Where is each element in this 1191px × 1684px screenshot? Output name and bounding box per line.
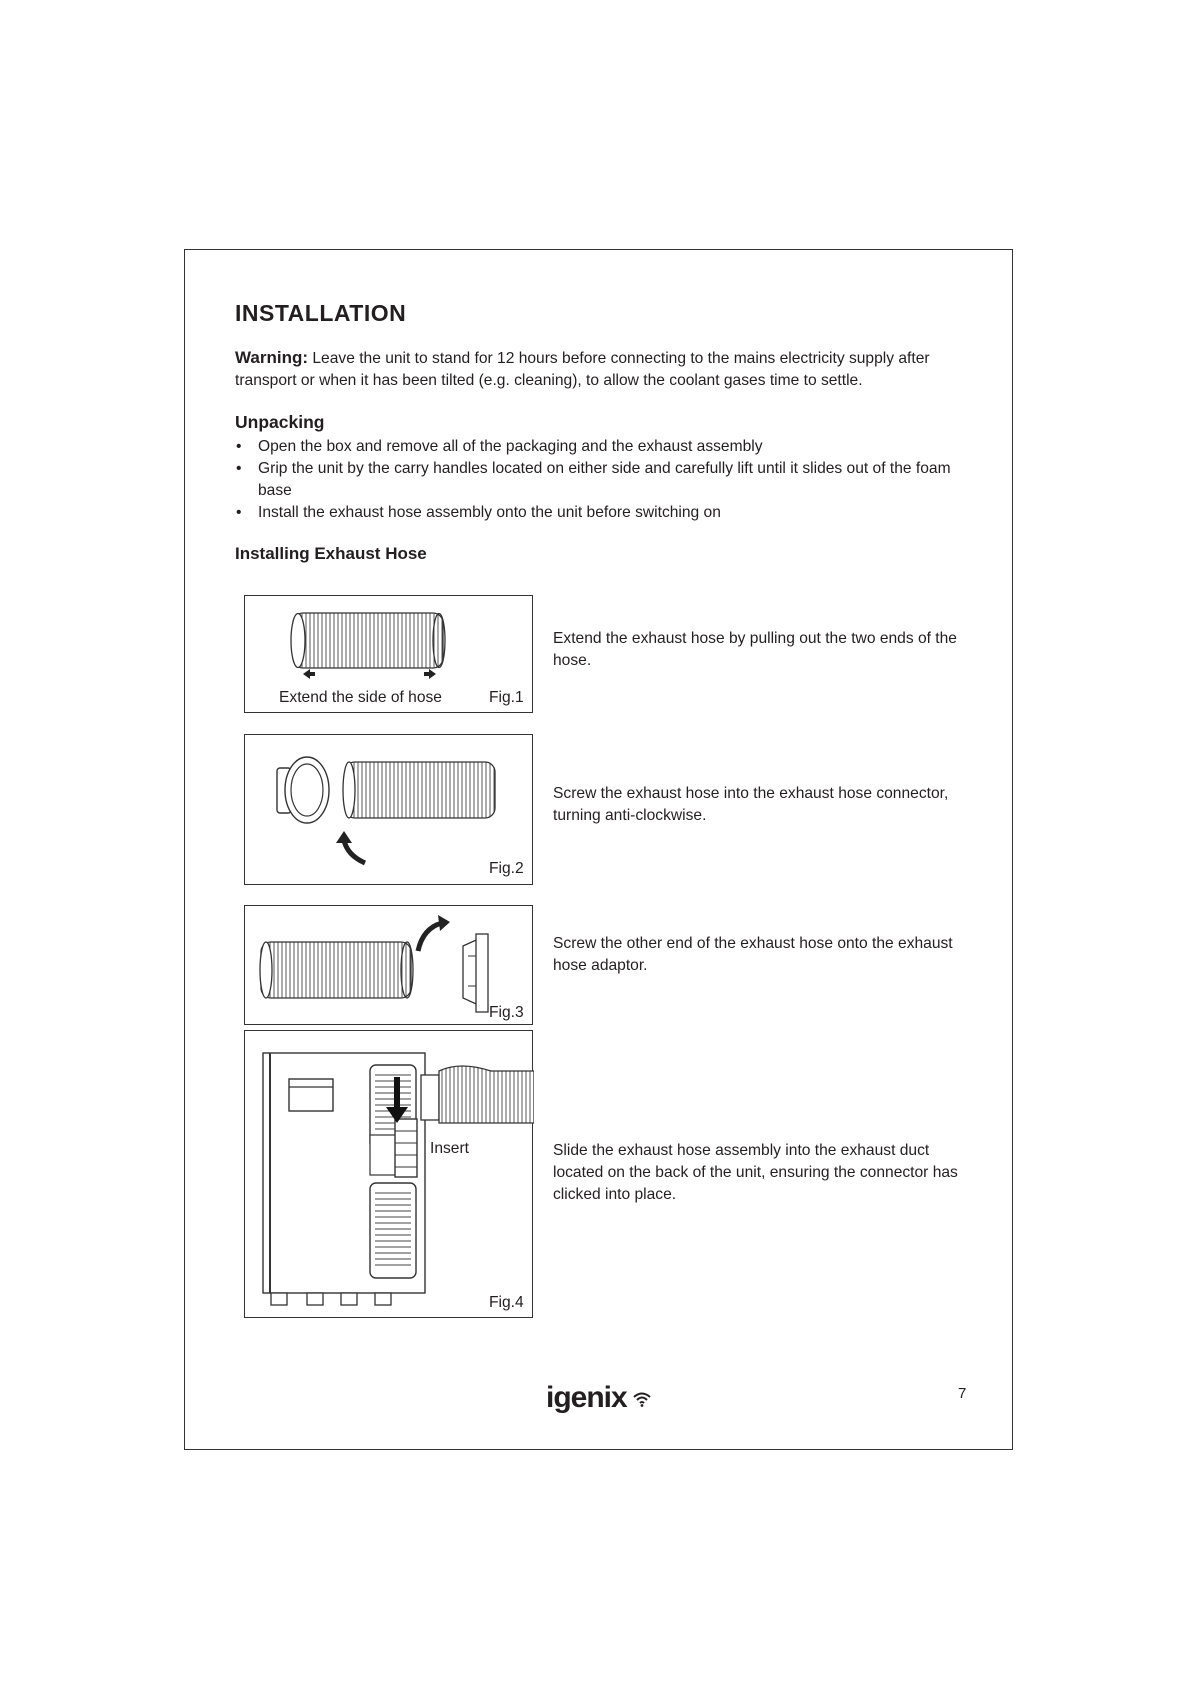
brand-name: igenix	[546, 1381, 627, 1414]
warning-label: Warning:	[235, 348, 309, 367]
page-title: INSTALLATION	[235, 300, 407, 326]
unpacking-heading: Unpacking	[235, 412, 325, 432]
figure-3	[244, 905, 533, 1025]
figure-4-label: Fig.4	[489, 1294, 524, 1311]
list-item: • Install the exhaust hose assembly onto the unit before switching on	[235, 502, 965, 524]
figure-4-caption: Insert	[430, 1140, 469, 1157]
warning-paragraph	[235, 347, 965, 392]
brand-logo	[546, 1381, 627, 1415]
unpacking-list	[235, 436, 965, 524]
figure-2-description: Screw the exhaust hose into the exhaust hose connector, turning anti-clockwise.	[553, 785, 949, 824]
list-item: • Open the box and remove all of the packaging and the exhaust assembly	[235, 436, 965, 458]
figure-3-description: Screw the other end of the exhaust hose onto the exhaust hose adaptor.	[553, 935, 953, 974]
figure-1-description: Extend the exhaust hose by pulling out the two ends of the hose.	[553, 630, 957, 669]
figure-1	[244, 595, 533, 713]
warning-text: Leave the unit to stand for 12 hours before connecting to the mains electricity supply after transport or when it has been tilted (e.g. cleaning), to allow the coolant gases time to settle.	[235, 350, 930, 389]
unit-insert-illustration	[245, 1031, 534, 1319]
installing-hose-heading: Installing Exhaust Hose	[235, 544, 427, 563]
figure-4	[244, 1030, 533, 1318]
figure-2	[244, 734, 533, 885]
page-number: 7	[958, 1385, 967, 1402]
figure-4-description: Slide the exhaust hose assembly into the exhaust duct located on the back of the unit, ensuring the connector has clicked into place.	[553, 1142, 958, 1203]
figure-1-label: Fig.1	[489, 689, 524, 706]
figure-1-caption: Extend the side of hose	[279, 689, 442, 706]
figure-2-label: Fig.2	[489, 860, 524, 877]
list-item: • Grip the unit by the carry handles located on either side and carefully lift until it slides out of the foam base	[235, 458, 965, 502]
wifi-icon	[632, 1391, 652, 1407]
figure-3-label: Fig.3	[489, 1004, 524, 1021]
